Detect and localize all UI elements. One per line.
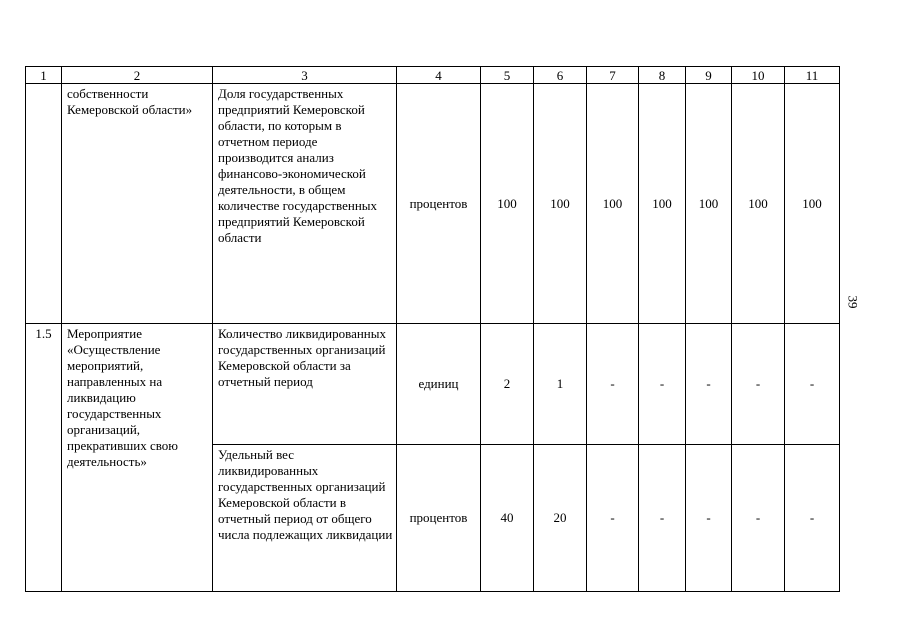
- value-cell: 20: [534, 445, 587, 592]
- activity-cell: собственности Кемеровской области»: [62, 84, 213, 324]
- value-cell: 2: [481, 324, 534, 445]
- value-cell: 40: [481, 445, 534, 592]
- value-cell: -: [639, 445, 686, 592]
- page-number: 39: [845, 295, 861, 309]
- header-cell: 9: [686, 67, 732, 84]
- header-cell: 2: [62, 67, 213, 84]
- value-cell: -: [686, 445, 732, 592]
- value-cell: -: [732, 445, 785, 592]
- header-cell: 10: [732, 67, 785, 84]
- unit-cell: единиц: [397, 324, 481, 445]
- row-number-cell: 1.5: [26, 324, 62, 592]
- value-cell: 100: [481, 84, 534, 324]
- indicator-cell: Количество ликвидированных государственных организаций Кемеровской области за отчетный период: [213, 324, 397, 445]
- unit-cell: процентов: [397, 445, 481, 592]
- indicator-cell: Удельный вес ликвидированных государственных организаций Кемеровской области в отчетный период от общего числа подлежащих ликвидации: [213, 445, 397, 592]
- value-cell: -: [785, 324, 840, 445]
- value-cell: 100: [639, 84, 686, 324]
- value-cell: 100: [785, 84, 840, 324]
- value-cell: -: [785, 445, 840, 592]
- header-cell: 1: [26, 67, 62, 84]
- value-cell: -: [587, 445, 639, 592]
- value-cell: -: [732, 324, 785, 445]
- header-cell: 3: [213, 67, 397, 84]
- value-cell: -: [686, 324, 732, 445]
- activity-cell: Мероприятие «Осуществление мероприятий, направленных на ликвидацию государственных организаций, прекративших свою деятельность»: [62, 324, 213, 592]
- value-cell: 100: [587, 84, 639, 324]
- header-cell: 8: [639, 67, 686, 84]
- value-cell: 100: [732, 84, 785, 324]
- indicators-table: [25, 66, 840, 592]
- value-cell: 100: [534, 84, 587, 324]
- value-cell: -: [587, 324, 639, 445]
- value-cell: 100: [686, 84, 732, 324]
- value-cell: 1: [534, 324, 587, 445]
- header-cell: 5: [481, 67, 534, 84]
- table-row: [26, 84, 840, 324]
- header-cell: 11: [785, 67, 840, 84]
- header-cell: 6: [534, 67, 587, 84]
- header-cell: 4: [397, 67, 481, 84]
- header-cell: 7: [587, 67, 639, 84]
- value-cell: -: [639, 324, 686, 445]
- header-row: [26, 67, 840, 84]
- unit-cell: процентов: [397, 84, 481, 324]
- indicator-cell: Доля государственных предприятий Кемеровской области, по которым в отчетном периоде производится анализ финансово-экономической деятельности, в общем количестве государственных предприятий Кемеровской области: [213, 84, 397, 324]
- table-row: [26, 324, 840, 445]
- row-number-cell: [26, 84, 62, 324]
